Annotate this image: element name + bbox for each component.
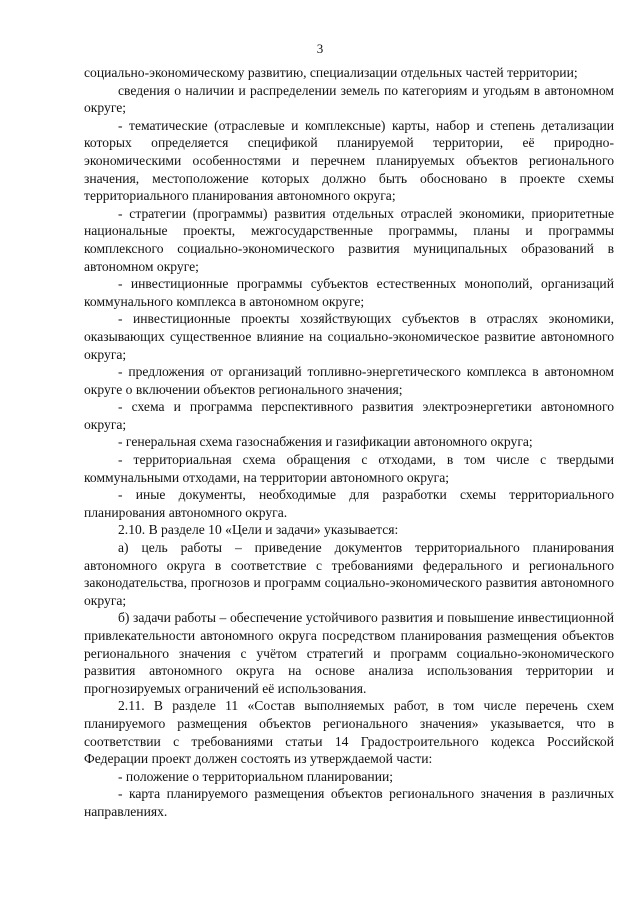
paragraph-tasks: б) задачи работы – обеспечение устойчивого развития и повышение инвестиционной привлекательности автономного округа посредством планирования размещения объектов регионального значения с учётом стратегий и программ социально-экономического развития автономного округа на основе анализа использования территории и прогнозируемых ограничений её использования. — [84, 610, 614, 696]
paragraph-investment-programs: - инвестиционные программы субъектов естественных монополий, организаций коммунального комплекса в автономном округе; — [84, 276, 614, 309]
paragraph-other-documents: - иные документы, необходимые для разработки схемы территориального планирования автономного округа. — [84, 487, 614, 520]
paragraph-electricity-scheme: - схема и программа перспективного развития электроэнергетики автономного округа; — [84, 399, 614, 432]
paragraph-section-2-11: 2.11. В разделе 11 «Состав выполняемых работ, в том числе перечень схем планируемого размещения объектов регионального значения» указывается, что в соответствии с требованиями статьи 14 Градостроительного кодекса Российской Федерации проект должен состоять из утверждаемой части: — [84, 698, 614, 767]
paragraph-thematic-maps: - тематические (отраслевые и комплексные) карты, набор и степень детализации которых определяется спецификой планируемой территории, её природно-экономическими особенностями и перечнем планируемых объектов регионального значения, местоположение которых должно быть обосновано в проекте схемы территориального планирования автономного округа; — [84, 117, 614, 204]
paragraph-goal: а) цель работы – приведение документов территориального планирования автономного округа в соответствие с требованиями федерального и регионального законодательства, прогнозов и программ социально-экономического развития автономного округа; — [84, 540, 614, 608]
paragraph-map: - карта планируемого размещения объектов регионального значения в различных направлениях. — [84, 786, 614, 819]
paragraph-waste-scheme: - территориальная схема обращения с отходами, в том числе с твердыми коммунальными отходами, на территории автономного округа; — [84, 452, 614, 485]
document-body — [84, 64, 614, 821]
paragraph-continuation: социально-экономическому развитию, специализации отдельных частей территории; — [84, 65, 578, 80]
paragraph-section-2-10: 2.10. В разделе 10 «Цели и задачи» указывается: — [118, 522, 399, 538]
page-number: 3 — [316, 41, 324, 56]
paragraph-land-info: сведения о наличии и распределении земель по категориям и угодьям в автономном округе; — [84, 82, 614, 116]
paragraph-energy-proposals: - предложения от организаций топливно-энергетического комплекса в автономном округе о включении объектов регионального значения; — [84, 364, 614, 397]
paragraph-regulation: - положение о территориальном планировании; — [118, 768, 394, 784]
paragraph-gas-scheme: - генеральная схема газоснабжения и газификации автономного округа; — [118, 434, 533, 450]
paragraph-strategies: - стратегии (программы) развития отдельных отраслей экономики, приоритетные национальные проекты, межгосударственные программы, планы и программы комплексного социально-экономического развития муниципальных образований в автономном округе; — [84, 205, 614, 274]
paragraph-investment-projects: - инвестиционные проекты хозяйствующих субъектов в отраслях экономики, оказывающих существенное влияние на социально-экономическое развитие автономного округа; — [84, 311, 614, 362]
